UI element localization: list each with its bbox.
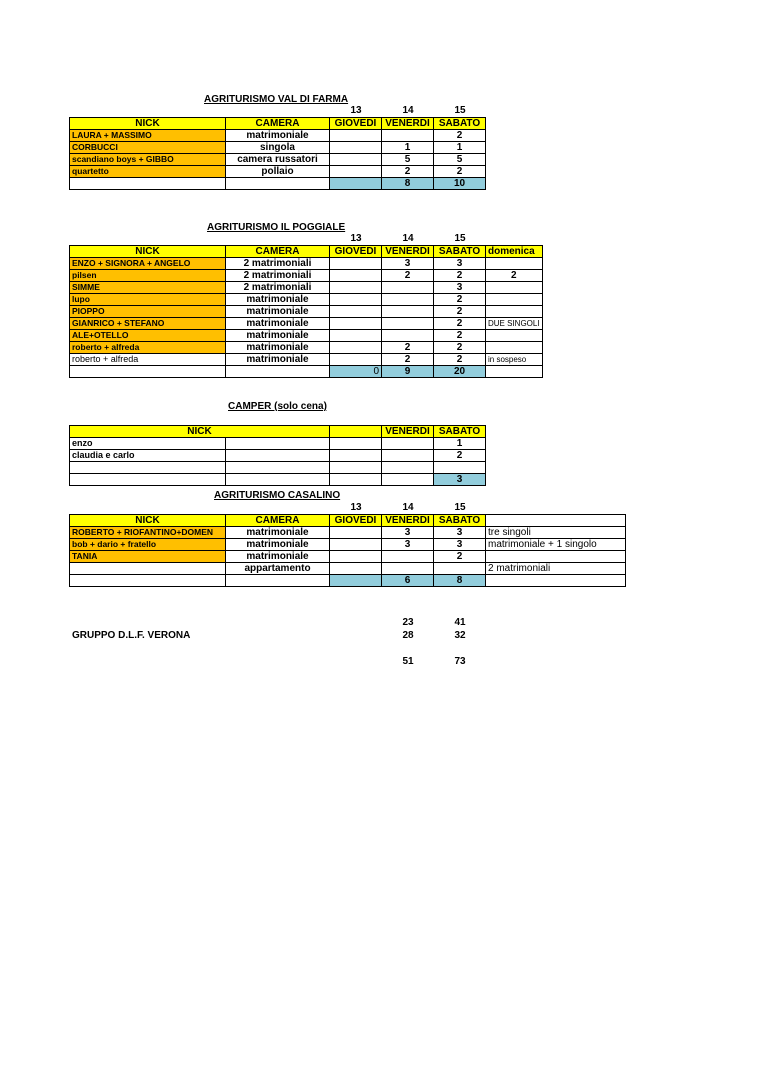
header-nick: NICK xyxy=(70,246,226,258)
nick-cell: roberto + alfreda xyxy=(70,342,226,354)
camera-cell: matrimoniale xyxy=(226,342,330,354)
sabato-cell: 2 xyxy=(434,306,486,318)
header-domenica: domenica xyxy=(486,246,543,258)
sabato-cell xyxy=(434,462,486,474)
totals-row xyxy=(70,575,626,587)
sabato-cell: 2 xyxy=(434,130,486,142)
header-sabato: SABATO xyxy=(434,246,486,258)
camera-cell: pollaio xyxy=(226,166,330,178)
header-nick: NICK xyxy=(70,118,226,130)
nick-cell: ALE+OTELLO xyxy=(70,330,226,342)
table-row xyxy=(70,438,486,450)
header-camera: CAMERA xyxy=(226,246,330,258)
sabato-cell: 2 xyxy=(434,354,486,366)
summary-venerdi-1: 23 xyxy=(402,617,414,628)
empty-cell xyxy=(70,366,226,378)
table-row xyxy=(70,318,543,330)
day-13: 13 xyxy=(350,233,362,244)
venerdi-cell xyxy=(382,130,434,142)
table-row xyxy=(70,154,486,166)
camera-cell: 2 matrimoniali xyxy=(226,258,330,270)
table-row xyxy=(70,462,486,474)
venerdi-cell: 2 xyxy=(382,342,434,354)
nick-cell: PIOPPO xyxy=(70,306,226,318)
giovedi-cell xyxy=(330,539,382,551)
sabato-cell: 3 xyxy=(434,282,486,294)
section-title-il-poggiale: AGRITURISMO IL POGGIALE xyxy=(207,222,346,233)
empty-cell xyxy=(330,450,382,462)
total-sabato: 10 xyxy=(434,178,486,190)
venerdi-cell: 3 xyxy=(382,539,434,551)
header-row xyxy=(70,515,626,527)
venerdi-cell xyxy=(382,563,434,575)
venerdi-cell: 1 xyxy=(382,142,434,154)
camera-cell: appartamento xyxy=(226,563,330,575)
table-casalino xyxy=(69,514,626,587)
camera-cell: matrimoniale xyxy=(226,539,330,551)
empty-cell xyxy=(486,575,626,587)
header-venerdi: VENERDI xyxy=(382,515,434,527)
giovedi-cell xyxy=(330,258,382,270)
sabato-cell xyxy=(434,563,486,575)
total-sabato: 20 xyxy=(434,366,486,378)
empty-cell xyxy=(226,438,330,450)
table-row xyxy=(70,342,543,354)
camera-cell: singola xyxy=(226,142,330,154)
venerdi-cell xyxy=(382,294,434,306)
giovedi-cell xyxy=(330,354,382,366)
table-row xyxy=(70,282,543,294)
nick-cell: bob + dario + fratello xyxy=(70,539,226,551)
summary-sabato-1: 41 xyxy=(454,617,466,628)
camera-cell: matrimoniale xyxy=(226,551,330,563)
day-15: 15 xyxy=(454,233,466,244)
nick-cell: pilsen xyxy=(70,270,226,282)
table-row xyxy=(70,450,486,462)
venerdi-cell: 3 xyxy=(382,527,434,539)
day-15: 15 xyxy=(454,502,466,513)
empty-cell xyxy=(226,474,330,486)
day-15: 15 xyxy=(454,105,466,116)
nick-cell: TANIA xyxy=(70,551,226,563)
nick-cell: CORBUCCI xyxy=(70,142,226,154)
venerdi-cell xyxy=(382,330,434,342)
empty-cell xyxy=(382,450,434,462)
sabato-cell: 2 xyxy=(434,551,486,563)
sabato-cell: 5 xyxy=(434,154,486,166)
camera-cell: 2 matrimoniali xyxy=(226,282,330,294)
camera-cell: matrimoniale xyxy=(226,306,330,318)
empty-cell xyxy=(330,438,382,450)
nick-cell: LAURA + MASSIMO xyxy=(70,130,226,142)
camera-cell: matrimoniale xyxy=(226,330,330,342)
domenica-cell: 2 xyxy=(486,270,543,282)
empty-cell xyxy=(226,575,330,587)
total-giovedi: 0 xyxy=(330,366,382,378)
giovedi-cell xyxy=(330,142,382,154)
totals-row xyxy=(70,474,486,486)
nick-cell: GIANRICO + STEFANO xyxy=(70,318,226,330)
note-cell xyxy=(486,282,543,294)
table-row xyxy=(70,551,626,563)
venerdi-cell: 3 xyxy=(382,258,434,270)
header-camera: CAMERA xyxy=(226,515,330,527)
nick-cell xyxy=(70,462,226,474)
table-val-di-farma xyxy=(69,117,486,190)
table-il-poggiale xyxy=(69,245,543,378)
venerdi-cell xyxy=(382,318,434,330)
giovedi-cell xyxy=(330,270,382,282)
venerdi-cell: 2 xyxy=(382,166,434,178)
sabato-cell: 3 xyxy=(434,539,486,551)
note-cell xyxy=(486,306,543,318)
sabato-cell: 3 xyxy=(434,258,486,270)
empty-cell xyxy=(226,462,330,474)
table-row xyxy=(70,330,543,342)
note-cell xyxy=(486,342,543,354)
giovedi-cell xyxy=(330,306,382,318)
table-row xyxy=(70,354,543,366)
note-cell: tre singoli xyxy=(486,527,626,539)
nick-cell: claudia e carlo xyxy=(70,450,226,462)
empty-cell xyxy=(330,462,382,474)
day-13: 13 xyxy=(350,105,362,116)
header-row xyxy=(70,426,486,438)
empty-cell xyxy=(486,366,543,378)
table-camper xyxy=(69,425,486,486)
giovedi-cell xyxy=(330,527,382,539)
sabato-cell: 2 xyxy=(434,450,486,462)
table-row xyxy=(70,258,543,270)
total-venerdi: 8 xyxy=(382,178,434,190)
summary-venerdi-total: 51 xyxy=(402,656,414,667)
note-cell xyxy=(486,330,543,342)
nick-cell: lupo xyxy=(70,294,226,306)
day-14: 14 xyxy=(402,105,414,116)
day-14: 14 xyxy=(402,233,414,244)
giovedi-cell xyxy=(330,330,382,342)
header-row xyxy=(70,118,486,130)
empty-cell xyxy=(382,462,434,474)
sabato-cell: 1 xyxy=(434,142,486,154)
total-sabato: 3 xyxy=(434,474,486,486)
note-cell: in sospeso xyxy=(486,354,543,366)
camera-cell: matrimoniale xyxy=(226,318,330,330)
empty-cell xyxy=(70,474,226,486)
note-cell xyxy=(486,294,543,306)
section-title-camper: CAMPER (solo cena) xyxy=(228,401,327,412)
giovedi-cell xyxy=(330,563,382,575)
group-label: GRUPPO D.L.F. VERONA xyxy=(72,630,191,641)
camera-cell: matrimoniale xyxy=(226,294,330,306)
header-nick: NICK xyxy=(70,515,226,527)
header-sabato: SABATO xyxy=(434,118,486,130)
giovedi-cell xyxy=(330,342,382,354)
sabato-cell: 2 xyxy=(434,270,486,282)
sabato-cell: 1 xyxy=(434,438,486,450)
note-cell xyxy=(486,551,626,563)
empty-cell xyxy=(486,515,626,527)
sabato-cell: 2 xyxy=(434,318,486,330)
total-venerdi: 6 xyxy=(382,575,434,587)
nick-cell: roberto + alfreda xyxy=(70,354,226,366)
total-giovedi xyxy=(330,575,382,587)
table-row xyxy=(70,563,626,575)
total-sabato: 8 xyxy=(434,575,486,587)
sabato-cell: 2 xyxy=(434,166,486,178)
table-row xyxy=(70,306,543,318)
empty-cell xyxy=(70,178,226,190)
sabato-cell: 2 xyxy=(434,330,486,342)
header-sabato: SABATO xyxy=(434,426,486,438)
header-venerdi: VENERDI xyxy=(382,118,434,130)
header-row xyxy=(70,246,543,258)
header-camera: CAMERA xyxy=(226,118,330,130)
venerdi-cell: 5 xyxy=(382,154,434,166)
nick-cell: ROBERTO + RIOFANTINO+DOMEN xyxy=(70,527,226,539)
camera-cell: 2 matrimoniali xyxy=(226,270,330,282)
venerdi-cell xyxy=(382,306,434,318)
camera-cell: matrimoniale xyxy=(226,527,330,539)
totals-row xyxy=(70,366,543,378)
table-row xyxy=(70,166,486,178)
table-row xyxy=(70,130,486,142)
day-13: 13 xyxy=(350,502,362,513)
domenica-cell xyxy=(486,258,543,270)
table-row xyxy=(70,527,626,539)
giovedi-cell xyxy=(330,318,382,330)
giovedi-cell xyxy=(330,166,382,178)
total-giovedi xyxy=(330,178,382,190)
header-sabato: SABATO xyxy=(434,515,486,527)
camera-cell: camera russatori xyxy=(226,154,330,166)
empty-cell xyxy=(70,575,226,587)
table-row xyxy=(70,294,543,306)
header-giovedi: GIOVEDI xyxy=(330,515,382,527)
nick-cell: quartetto xyxy=(70,166,226,178)
giovedi-cell xyxy=(330,154,382,166)
nick-cell: ENZO + SIGNORA + ANGELO xyxy=(70,258,226,270)
summary-sabato-2: 32 xyxy=(454,630,466,641)
table-row xyxy=(70,142,486,154)
camera-cell: matrimoniale xyxy=(226,354,330,366)
empty-cell xyxy=(382,438,434,450)
table-row xyxy=(70,270,543,282)
venerdi-cell xyxy=(382,551,434,563)
section-title-val-di-farma: AGRITURISMO VAL DI FARMA xyxy=(204,94,349,105)
nick-cell: scandiano boys + GIBBO xyxy=(70,154,226,166)
nick-cell xyxy=(70,563,226,575)
giovedi-cell xyxy=(330,294,382,306)
venerdi-cell: 2 xyxy=(382,270,434,282)
empty-cell xyxy=(382,474,434,486)
camera-cell: matrimoniale xyxy=(226,130,330,142)
day-14: 14 xyxy=(402,502,414,513)
note-cell: 2 matrimoniali xyxy=(486,563,626,575)
header-empty xyxy=(330,426,382,438)
nick-cell: SIMME xyxy=(70,282,226,294)
section-title-casalino: AGRITURISMO CASALINO xyxy=(214,490,341,501)
empty-cell xyxy=(226,366,330,378)
nick-cell: enzo xyxy=(70,438,226,450)
venerdi-cell: 2 xyxy=(382,354,434,366)
giovedi-cell xyxy=(330,130,382,142)
header-giovedi: GIOVEDI xyxy=(330,246,382,258)
empty-cell xyxy=(226,450,330,462)
empty-cell xyxy=(226,178,330,190)
header-venerdi: VENERDI xyxy=(382,246,434,258)
note-cell: matrimoniale + 1 singolo xyxy=(486,539,626,551)
table-row xyxy=(70,539,626,551)
empty-cell xyxy=(330,474,382,486)
total-venerdi: 9 xyxy=(382,366,434,378)
sabato-cell: 2 xyxy=(434,342,486,354)
totals-row xyxy=(70,178,486,190)
header-venerdi: VENERDI xyxy=(382,426,434,438)
sabato-cell: 3 xyxy=(434,527,486,539)
giovedi-cell xyxy=(330,282,382,294)
sabato-cell: 2 xyxy=(434,294,486,306)
summary-venerdi-2: 28 xyxy=(402,630,414,641)
venerdi-cell xyxy=(382,282,434,294)
header-giovedi: GIOVEDI xyxy=(330,118,382,130)
header-nick: NICK xyxy=(70,426,330,438)
note-cell: DUE SINGOLI xyxy=(486,318,543,330)
summary-sabato-total: 73 xyxy=(454,656,466,667)
giovedi-cell xyxy=(330,551,382,563)
